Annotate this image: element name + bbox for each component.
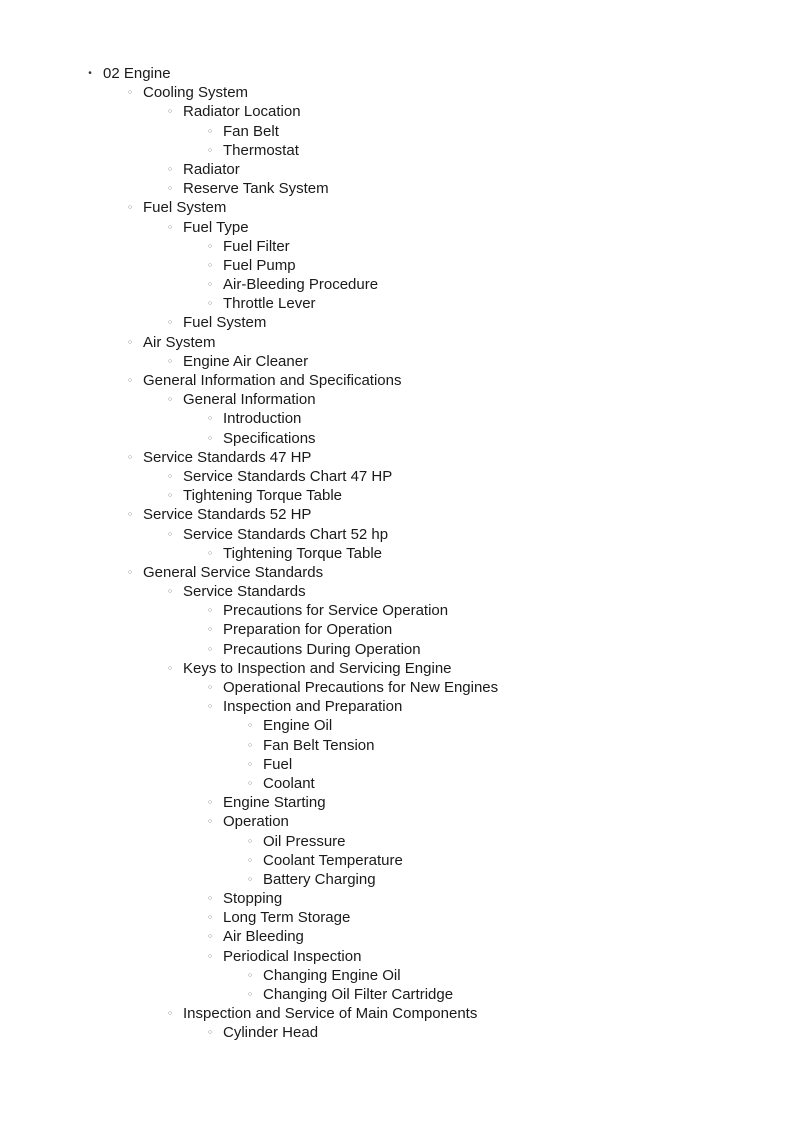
outline-item-label: Fuel System (183, 314, 267, 332)
bullet-circle-icon: ○ (207, 645, 213, 653)
outline-item (0, 525, 794, 544)
bullet-circle-icon: ○ (247, 971, 253, 979)
outline-item-label: Changing Oil Filter Cartridge (263, 986, 454, 1003)
outline-item (0, 793, 794, 812)
bullet-circle-icon: ○ (207, 146, 213, 154)
bullet-circle-icon: ○ (207, 914, 213, 922)
outline-item (0, 218, 794, 237)
outline-item-label: Fan Belt Tension (263, 736, 375, 754)
outline-item (0, 582, 794, 601)
outline-item-label: Air Bleeding (223, 928, 304, 946)
outline-item-label: Cooling System (143, 84, 249, 102)
outline-item-label: Inspection and Service of Main Components (183, 1005, 478, 1023)
outline-item-label: Air System (143, 333, 216, 351)
bullet-circle-icon: ○ (207, 933, 213, 941)
outline-item (0, 237, 794, 256)
bullet-circle-icon: ○ (207, 415, 213, 423)
outline-item (0, 966, 794, 985)
outline-item (0, 409, 794, 428)
outline-item (0, 141, 794, 160)
bullet-circle-icon: ○ (247, 760, 253, 768)
outline-item (0, 352, 794, 371)
outline-item-label: Service Standards 47 HP (143, 448, 312, 466)
bullet-circle-icon: ○ (247, 722, 253, 730)
bullet-circle-icon: ○ (207, 799, 213, 807)
bullet-circle-icon: ○ (127, 89, 133, 97)
bullet-circle-icon: ○ (207, 818, 213, 826)
bullet-circle-icon: ○ (207, 1029, 213, 1037)
outline-item (0, 544, 794, 563)
bullet-circle-icon: ○ (207, 242, 213, 250)
outline-item-label: Cylinder Head (223, 1024, 319, 1042)
bullet-circle-icon: ○ (207, 549, 213, 557)
outline-item (0, 64, 794, 83)
outline-item-label: Coolant (263, 774, 315, 792)
bullet-circle-icon: ○ (247, 779, 253, 787)
outline-item (0, 256, 794, 275)
outline-item (0, 774, 794, 793)
bullet-circle-icon: ○ (247, 741, 253, 749)
bullet-circle-icon: ○ (167, 185, 173, 193)
bullet-circle-icon: ○ (167, 396, 173, 404)
outline-item (0, 716, 794, 735)
bullet-circle-icon: ○ (167, 357, 173, 365)
bullet-circle-icon: ○ (167, 319, 173, 327)
outline-item-label: Precautions During Operation (223, 640, 421, 658)
bullet-circle-icon: ○ (207, 626, 213, 634)
outline-item-label: Service Standards 52 HP (143, 506, 312, 524)
outline-item (0, 736, 794, 755)
outline-item-label: Inspection and Preparation (223, 698, 403, 716)
outline-item-label: General Information and Specifications (143, 372, 402, 389)
outline-item (0, 697, 794, 716)
outline-item (0, 832, 794, 851)
bullet-circle-icon: ○ (207, 127, 213, 135)
bullet-circle-icon: ○ (207, 434, 213, 442)
bullet-circle-icon: ○ (207, 607, 213, 615)
bullet-circle-icon: ○ (167, 472, 173, 480)
outline-item (0, 659, 794, 678)
outline-item-label: Changing Engine Oil (263, 966, 401, 984)
outline-item (0, 275, 794, 294)
bullet-circle-icon: ○ (247, 991, 253, 998)
outline-item (0, 198, 794, 217)
outline-item-label: Engine Air Cleaner (183, 352, 309, 370)
outline-item (0, 448, 794, 467)
outline-item-label: Operational Precautions for New Engines (223, 679, 499, 696)
outline-item-label: Specifications (223, 429, 316, 447)
outline-item-label: Coolant Temperature (263, 851, 403, 869)
bullet-circle-icon: ○ (127, 204, 133, 212)
outline-item-label: Battery Charging (263, 870, 376, 888)
bullet-circle-icon: ○ (207, 261, 213, 269)
bullet-circle-icon: ○ (167, 165, 173, 173)
bullet-circle-icon: ○ (207, 281, 213, 289)
outline-item-label: Fuel Type (183, 218, 249, 236)
outline-item (0, 333, 794, 352)
bullet-circle-icon: ○ (167, 588, 173, 596)
outline-item (0, 486, 794, 505)
outline-item-label: Fan Belt (223, 122, 279, 140)
outline-item-label: Precautions for Service Operation (223, 602, 449, 620)
bullet-circle-icon: ○ (167, 108, 173, 116)
outline-item-label: Service Standards (183, 583, 306, 601)
outline-item (0, 812, 794, 831)
outline-item (0, 102, 794, 121)
outline-item-label: Thermostat (223, 141, 299, 159)
outline-item (0, 985, 794, 1004)
outline-item (0, 908, 794, 927)
outline-item (0, 640, 794, 659)
outline-item-label: General Service Standards (143, 563, 324, 581)
outline-item-label: Service Standards Chart 52 hp (183, 525, 389, 543)
outline-item-label: Fuel Filter (223, 237, 290, 255)
outline-item (0, 927, 794, 946)
outline-item-label: Tightening Torque Table (183, 487, 343, 505)
bullet-circle-icon: ○ (207, 895, 213, 903)
outline-item-label: Reserve Tank System (183, 180, 329, 198)
outline-item (0, 620, 794, 639)
outline-item-label: Engine Starting (223, 794, 326, 812)
bullet-circle-icon: ○ (127, 568, 133, 576)
bullet-circle-icon: ○ (247, 875, 253, 883)
bullet-circle-icon: ○ (127, 453, 133, 461)
outline-item-label: General Information (183, 391, 316, 409)
outline-item (0, 371, 794, 390)
bullet-circle-icon: ○ (167, 530, 173, 538)
outline-item-label: Throttle Lever (223, 295, 316, 313)
outline-item-label: Fuel Pump (223, 256, 296, 274)
outline-item (0, 294, 794, 313)
outline-item (0, 678, 794, 697)
outline-item (0, 601, 794, 620)
outline-item (0, 563, 794, 582)
outline-item-label: Air-Bleeding Procedure (223, 276, 379, 294)
outline-item (0, 160, 794, 179)
bullet-circle-icon: ○ (207, 300, 213, 308)
bullet-circle-icon: ○ (127, 338, 133, 346)
outline-list (0, 64, 794, 1043)
outline-item (0, 851, 794, 870)
bullet-circle-icon: ○ (167, 1010, 173, 1018)
outline-item (0, 505, 794, 524)
bullet-circle-icon: ○ (207, 684, 213, 691)
bullet-circle-icon: ○ (127, 377, 133, 384)
bullet-circle-icon: ○ (167, 223, 173, 231)
outline-item-label: Long Term Storage (223, 909, 351, 927)
outline-item-label: Operation (223, 813, 289, 831)
outline-item (0, 1023, 794, 1042)
outline-item (0, 889, 794, 908)
outline-item (0, 947, 794, 966)
outline-item (0, 83, 794, 102)
outline-item (0, 429, 794, 448)
outline-item (0, 390, 794, 409)
bullet-circle-icon: ○ (207, 703, 213, 711)
outline-item-label: Stopping (223, 890, 283, 908)
outline-item (0, 179, 794, 198)
bullet-circle-icon: ○ (127, 511, 133, 519)
outline-item (0, 122, 794, 141)
outline-item (0, 755, 794, 774)
bullet-disc-icon: • (88, 68, 92, 79)
outline-item-label: Engine Oil (263, 717, 333, 735)
outline-item (0, 1004, 794, 1023)
outline-item (0, 467, 794, 486)
bullet-circle-icon: ○ (167, 664, 173, 672)
outline-item-label: Oil Pressure (263, 832, 346, 850)
bullet-circle-icon: ○ (247, 837, 253, 845)
bullet-circle-icon: ○ (167, 492, 173, 500)
outline-item-label: Fuel (263, 755, 293, 773)
outline-item-label: Periodical Inspection (223, 947, 362, 965)
bullet-circle-icon: ○ (207, 952, 213, 960)
outline-item-label: Radiator (183, 160, 240, 178)
outline-item-label: Radiator Location (183, 103, 301, 121)
outline-item-label: 02 Engine (103, 65, 171, 82)
outline-item-label: Fuel System (143, 199, 227, 217)
outline-item (0, 870, 794, 889)
bullet-circle-icon: ○ (247, 856, 253, 864)
outline-item-label: Tightening Torque Table (223, 544, 383, 562)
outline-item-label: Introduction (223, 410, 302, 428)
outline-item-label: Preparation for Operation (223, 621, 393, 639)
outline-item-label: Service Standards Chart 47 HP (183, 467, 393, 485)
outline-item-label: Keys to Inspection and Servicing Engine (183, 659, 452, 677)
outline-item (0, 313, 794, 332)
